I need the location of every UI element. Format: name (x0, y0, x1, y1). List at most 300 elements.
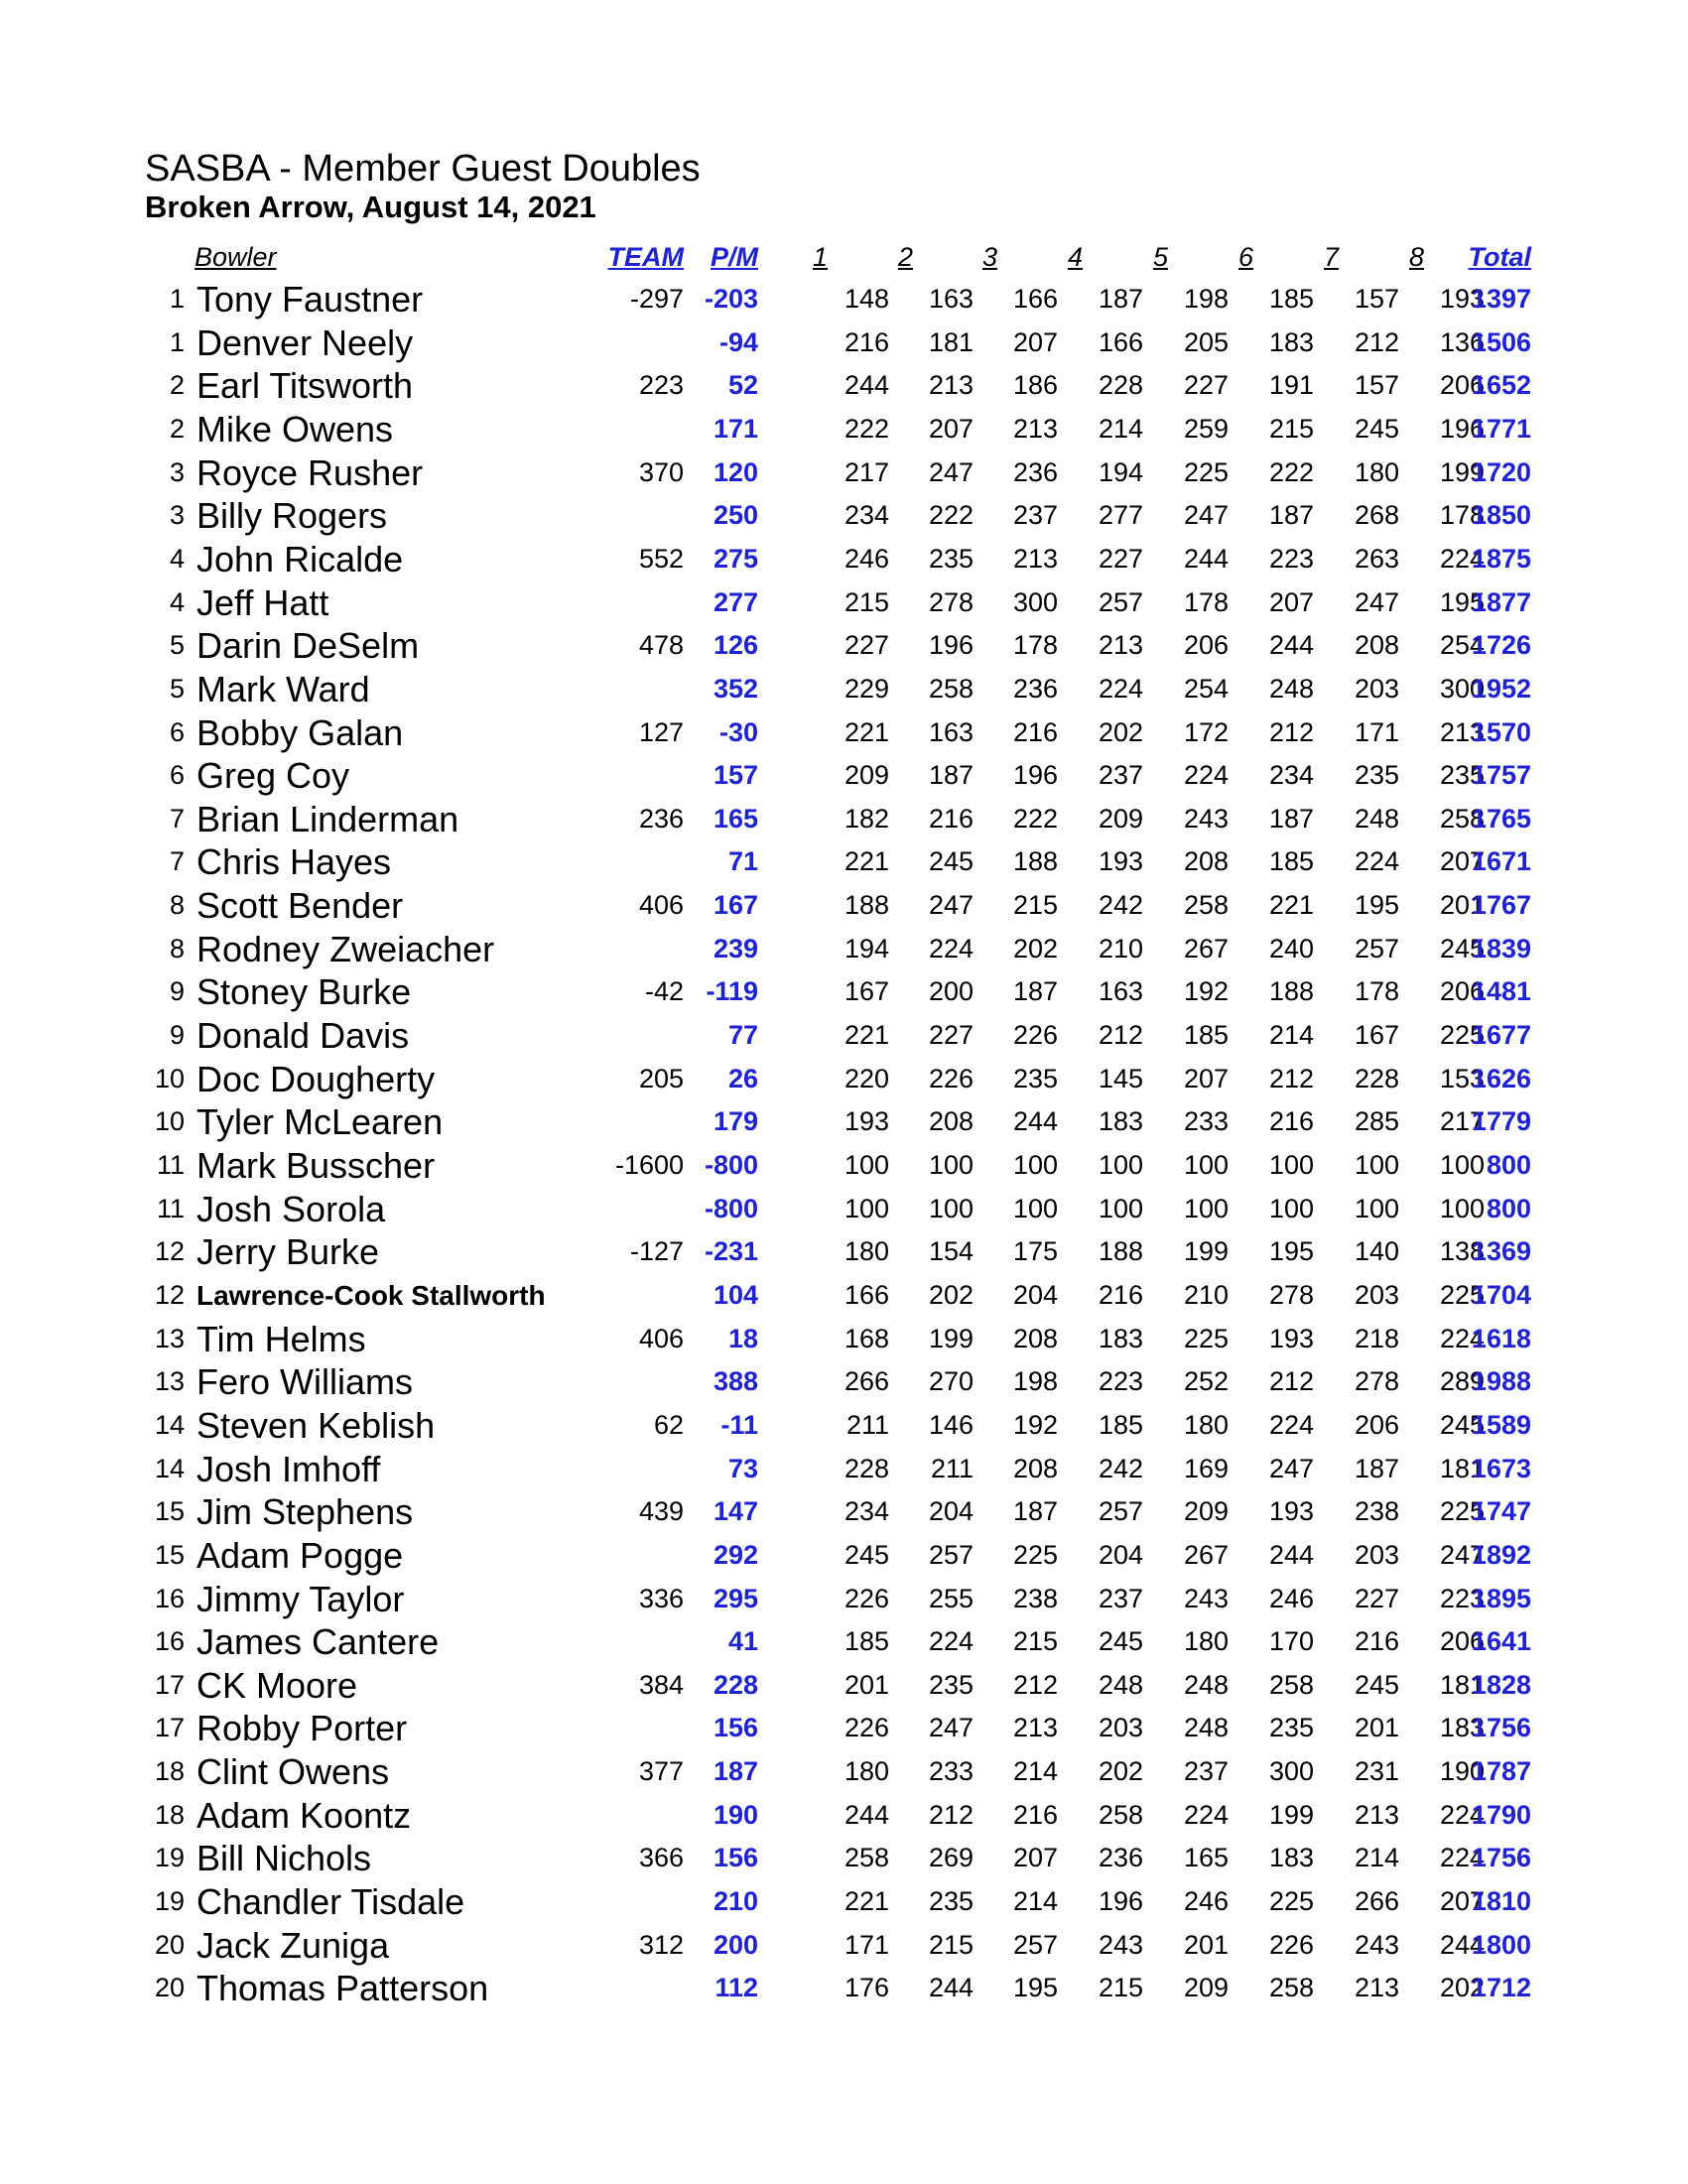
pm-cell: 156 (713, 1713, 758, 1742)
total-cell: 1704 (1471, 1280, 1531, 1310)
game-1-cell: 194 (844, 934, 889, 964)
total-cell: 1641 (1471, 1626, 1531, 1656)
game-4-cell: 257 (1098, 587, 1143, 617)
game-6-cell: 225 (1268, 1886, 1314, 1916)
game-3-cell: 300 (1012, 587, 1058, 617)
game-5-cell: 254 (1183, 674, 1229, 704)
table-row (0, 624, 1688, 667)
bowler-name-cell: Greg Coy (196, 755, 350, 796)
rank-cell: 15 (154, 1496, 185, 1526)
bowler-name-cell: Royce Rusher (196, 452, 424, 493)
game-5-cell: 227 (1183, 370, 1229, 400)
game-4-cell: 237 (1098, 1584, 1143, 1613)
game-6-cell: 223 (1268, 544, 1314, 574)
game-4-cell: 248 (1098, 1670, 1143, 1700)
game-4-cell: 203 (1098, 1713, 1143, 1742)
game-6-cell: 258 (1268, 1973, 1314, 2002)
game-8-cell: 245 (1439, 934, 1485, 964)
table-row (0, 1534, 1688, 1577)
game-5-cell: 169 (1183, 1454, 1229, 1483)
game-6-cell: 100 (1268, 1194, 1314, 1223)
pm-cell: 352 (713, 674, 758, 704)
game-4-cell: 183 (1098, 1324, 1143, 1353)
game-7-cell: 213 (1354, 1973, 1399, 2002)
game-4-cell: 166 (1098, 327, 1143, 357)
bowler-name-cell: Robby Porter (196, 1708, 408, 1748)
table-row (0, 1794, 1688, 1837)
game-8-cell: 138 (1439, 1236, 1485, 1266)
table-header (0, 236, 1688, 279)
rank-cell: 4 (169, 587, 185, 617)
total-cell: 1765 (1471, 804, 1531, 834)
bowler-name-cell: Billy Rogers (196, 495, 388, 536)
rank-cell: 10 (154, 1064, 185, 1093)
game-4-cell: 202 (1098, 717, 1143, 747)
game-8-cell: 217 (1439, 1106, 1485, 1136)
pm-cell: 26 (727, 1064, 758, 1093)
bowler-name-cell: Doc Dougherty (196, 1059, 436, 1099)
pm-cell: 126 (713, 630, 758, 660)
game-4-cell: 224 (1098, 674, 1143, 704)
header-game-2: 2 (897, 242, 913, 272)
bowler-name-cell: Earl Titsworth (196, 365, 414, 406)
game-2-cell: 247 (928, 457, 974, 487)
bowler-name-cell: Adam Koontz (196, 1795, 412, 1836)
pm-cell: 239 (713, 934, 758, 964)
game-1-cell: 182 (844, 804, 889, 834)
team-cell: 366 (638, 1843, 684, 1872)
rank-cell: 5 (169, 674, 185, 704)
game-3-cell: 213 (1012, 414, 1058, 444)
game-2-cell: 187 (928, 760, 974, 790)
game-6-cell: 170 (1268, 1626, 1314, 1656)
game-4-cell: 183 (1098, 1106, 1143, 1136)
game-6-cell: 199 (1268, 1800, 1314, 1830)
game-5-cell: 180 (1183, 1626, 1229, 1656)
game-2-cell: 199 (928, 1324, 974, 1353)
game-2-cell: 208 (928, 1106, 974, 1136)
team-cell: -127 (629, 1236, 684, 1266)
bowler-name-cell: Jimmy Taylor (196, 1579, 405, 1619)
pm-cell: -231 (704, 1236, 758, 1266)
table-row (0, 1100, 1688, 1143)
game-3-cell: 213 (1012, 1713, 1058, 1742)
game-1-cell: 148 (844, 284, 889, 314)
game-4-cell: 258 (1098, 1800, 1143, 1830)
game-8-cell: 300 (1439, 674, 1485, 704)
game-1-cell: 221 (844, 846, 889, 876)
bowler-name-cell: Mark Ward (196, 669, 370, 709)
header-game-3: 3 (981, 242, 997, 272)
game-4-cell: 209 (1098, 804, 1143, 834)
game-3-cell: 222 (1012, 804, 1058, 834)
game-5-cell: 243 (1183, 1584, 1229, 1613)
game-2-cell: 207 (928, 414, 974, 444)
game-2-cell: 213 (928, 370, 974, 400)
game-3-cell: 187 (1012, 976, 1058, 1006)
game-7-cell: 247 (1354, 587, 1399, 617)
rank-cell: 10 (154, 1106, 185, 1136)
game-2-cell: 247 (928, 890, 974, 920)
game-3-cell: 195 (1012, 1973, 1058, 2002)
bowler-name-cell: Adam Pogge (196, 1535, 404, 1576)
game-8-cell: 202 (1439, 1973, 1485, 2002)
table-row (0, 408, 1688, 450)
game-6-cell: 226 (1268, 1930, 1314, 1960)
bowler-name-cell: Tony Faustner (196, 279, 424, 320)
game-5-cell: 224 (1183, 760, 1229, 790)
bowler-name-cell: Lawrence-Cook Stallworth (196, 1280, 546, 1311)
bowler-name-cell: Chris Hayes (196, 841, 392, 882)
game-6-cell: 183 (1268, 327, 1314, 357)
rank-cell: 8 (169, 934, 185, 964)
pm-cell: -11 (720, 1410, 758, 1440)
game-7-cell: 257 (1354, 934, 1399, 964)
game-7-cell: 224 (1354, 846, 1399, 876)
game-7-cell: 157 (1354, 370, 1399, 400)
team-cell: -1600 (614, 1150, 684, 1180)
game-7-cell: 187 (1354, 1454, 1399, 1483)
table-row (0, 1967, 1688, 2009)
game-2-cell: 163 (928, 284, 974, 314)
game-6-cell: 244 (1268, 1540, 1314, 1570)
game-3-cell: 236 (1012, 674, 1058, 704)
total-cell: 1800 (1471, 1930, 1531, 1960)
game-1-cell: 222 (844, 414, 889, 444)
game-2-cell: 278 (928, 587, 974, 617)
pm-cell: 104 (713, 1280, 758, 1310)
game-6-cell: 222 (1268, 457, 1314, 487)
bowler-name-cell: Jim Stephens (196, 1491, 414, 1532)
game-7-cell: 218 (1354, 1324, 1399, 1353)
rank-cell: 1 (169, 327, 185, 357)
total-cell: 1720 (1471, 457, 1531, 487)
game-1-cell: 220 (844, 1064, 889, 1093)
game-1-cell: 215 (844, 587, 889, 617)
game-5-cell: 225 (1183, 457, 1229, 487)
game-8-cell: 254 (1439, 630, 1485, 660)
game-7-cell: 140 (1354, 1236, 1399, 1266)
rank-cell: 20 (154, 1973, 185, 2002)
game-3-cell: 235 (1012, 1064, 1058, 1093)
table-row (0, 1188, 1688, 1230)
rank-cell: 4 (169, 544, 185, 574)
game-7-cell: 213 (1354, 1800, 1399, 1830)
total-cell: 1850 (1471, 500, 1531, 530)
total-cell: 1712 (1471, 1973, 1531, 2002)
rank-cell: 17 (154, 1713, 185, 1742)
game-1-cell: 245 (844, 1540, 889, 1570)
game-4-cell: 223 (1098, 1366, 1143, 1396)
pm-cell: 277 (713, 587, 758, 617)
game-3-cell: 226 (1012, 1020, 1058, 1050)
game-8-cell: 199 (1439, 457, 1485, 487)
bowler-name-cell: John Ricalde (196, 539, 404, 579)
game-4-cell: 202 (1098, 1756, 1143, 1786)
game-4-cell: 257 (1098, 1496, 1143, 1526)
game-3-cell: 213 (1012, 544, 1058, 574)
rank-cell: 5 (169, 630, 185, 660)
rank-cell: 6 (169, 717, 185, 747)
bowler-name-cell: Mike Owens (196, 409, 394, 450)
total-cell: 1570 (1471, 717, 1531, 747)
game-3-cell: 236 (1012, 457, 1058, 487)
team-cell: 312 (638, 1930, 684, 1960)
rank-cell: 20 (154, 1930, 185, 1960)
team-cell: 223 (638, 370, 684, 400)
game-4-cell: 237 (1098, 760, 1143, 790)
game-8-cell: 245 (1439, 1410, 1485, 1440)
game-7-cell: 227 (1354, 1584, 1399, 1613)
game-8-cell: 195 (1439, 587, 1485, 617)
game-7-cell: 201 (1354, 1713, 1399, 1742)
game-7-cell: 195 (1354, 890, 1399, 920)
game-5-cell: 178 (1183, 587, 1229, 617)
pm-cell: 112 (714, 1973, 758, 2002)
pm-cell: 187 (713, 1756, 758, 1786)
pm-cell: 388 (713, 1366, 758, 1396)
game-1-cell: 227 (844, 630, 889, 660)
total-cell: 1506 (1471, 327, 1531, 357)
bowler-name-cell: Bobby Galan (196, 712, 404, 753)
game-1-cell: 180 (844, 1236, 889, 1266)
game-2-cell: 196 (928, 630, 974, 660)
game-5-cell: 247 (1183, 500, 1229, 530)
pm-cell: 171 (713, 414, 758, 444)
team-cell: 439 (638, 1496, 684, 1526)
game-1-cell: 229 (844, 674, 889, 704)
game-3-cell: 216 (1012, 717, 1058, 747)
header-game-1: 1 (812, 242, 828, 272)
game-2-cell: 212 (928, 1800, 974, 1830)
game-2-cell: 235 (928, 1886, 974, 1916)
game-2-cell: 255 (928, 1584, 974, 1613)
game-1-cell: 228 (844, 1454, 889, 1483)
table-row (0, 451, 1688, 494)
team-cell: 205 (638, 1064, 684, 1093)
game-1-cell: 244 (844, 1800, 889, 1830)
game-7-cell: 100 (1354, 1194, 1399, 1223)
game-7-cell: 167 (1354, 1020, 1399, 1050)
page-subtitle: Broken Arrow, August 14, 2021 (145, 190, 596, 224)
rank-cell: 13 (154, 1324, 185, 1353)
table-row (0, 1620, 1688, 1663)
table-row (0, 1230, 1688, 1273)
table-row (0, 1664, 1688, 1707)
game-7-cell: 245 (1354, 1670, 1399, 1700)
bowler-name-cell: Denver Neely (196, 322, 414, 363)
game-3-cell: 100 (1012, 1194, 1058, 1223)
game-6-cell: 246 (1268, 1584, 1314, 1613)
game-8-cell: 207 (1439, 1886, 1485, 1916)
game-8-cell: 178 (1439, 500, 1485, 530)
game-3-cell: 215 (1012, 1626, 1058, 1656)
game-6-cell: 221 (1268, 890, 1314, 920)
game-2-cell: 270 (928, 1366, 974, 1396)
rank-cell: 18 (154, 1800, 185, 1830)
rank-cell: 15 (154, 1540, 185, 1570)
rank-cell: 9 (169, 1020, 185, 1050)
game-7-cell: 268 (1354, 500, 1399, 530)
game-4-cell: 204 (1098, 1540, 1143, 1570)
game-5-cell: 244 (1183, 544, 1229, 574)
pm-cell: -800 (704, 1150, 758, 1180)
bowler-name-cell: Jerry Burke (196, 1231, 380, 1272)
pm-cell: 73 (727, 1454, 758, 1483)
game-2-cell: 211 (930, 1454, 974, 1483)
game-5-cell: 207 (1183, 1064, 1229, 1093)
total-cell: 1397 (1471, 284, 1531, 314)
game-6-cell: 212 (1268, 1064, 1314, 1093)
game-7-cell: 243 (1354, 1930, 1399, 1960)
game-6-cell: 185 (1268, 284, 1314, 314)
bowler-name-cell: Chandler Tisdale (196, 1881, 465, 1922)
game-8-cell: 213 (1439, 717, 1485, 747)
pm-cell: -800 (704, 1194, 758, 1223)
rank-cell: 11 (156, 1150, 185, 1180)
total-cell: 1877 (1471, 587, 1531, 617)
game-5-cell: 199 (1183, 1236, 1229, 1266)
header-game-6: 6 (1237, 242, 1253, 272)
game-2-cell: 216 (928, 804, 974, 834)
game-2-cell: 154 (928, 1236, 974, 1266)
game-4-cell: 228 (1098, 370, 1143, 400)
game-2-cell: 245 (928, 846, 974, 876)
bowler-name-cell: Stoney Burke (196, 971, 412, 1012)
table-row (0, 1880, 1688, 1923)
total-cell: 1779 (1471, 1106, 1531, 1136)
table-row (0, 1360, 1688, 1403)
game-3-cell: 215 (1012, 890, 1058, 920)
team-cell: 478 (638, 630, 684, 660)
bowler-name-cell: Bill Nichols (196, 1838, 372, 1878)
table-row (0, 1837, 1688, 1879)
game-8-cell: 201 (1439, 890, 1485, 920)
game-2-cell: 235 (928, 544, 974, 574)
game-6-cell: 278 (1268, 1280, 1314, 1310)
game-5-cell: 209 (1183, 1973, 1229, 2002)
game-5-cell: 248 (1183, 1670, 1229, 1700)
game-8-cell: 206 (1439, 370, 1485, 400)
game-5-cell: 252 (1183, 1366, 1229, 1396)
game-3-cell: 212 (1012, 1670, 1058, 1700)
game-8-cell: 258 (1439, 804, 1485, 834)
bowler-name-cell: Darin DeSelm (196, 625, 420, 666)
bowler-name-cell: Donald Davis (196, 1015, 410, 1056)
game-8-cell: 289 (1439, 1366, 1485, 1396)
table-row (0, 1318, 1688, 1360)
team-cell: 62 (653, 1410, 684, 1440)
game-7-cell: 238 (1354, 1496, 1399, 1526)
game-4-cell: 210 (1098, 934, 1143, 964)
game-6-cell: 193 (1268, 1496, 1314, 1526)
game-7-cell: 203 (1354, 1280, 1399, 1310)
rank-cell: 12 (154, 1280, 185, 1310)
game-5-cell: 206 (1183, 630, 1229, 660)
table-row (0, 1014, 1688, 1057)
pm-cell: 200 (713, 1930, 758, 1960)
game-7-cell: 100 (1354, 1150, 1399, 1180)
total-cell: 1618 (1471, 1324, 1531, 1353)
total-cell: 1892 (1471, 1540, 1531, 1570)
game-2-cell: 227 (928, 1020, 974, 1050)
game-6-cell: 207 (1268, 587, 1314, 617)
game-3-cell: 237 (1012, 500, 1058, 530)
table-row (0, 1058, 1688, 1100)
table-row (0, 1144, 1688, 1187)
team-cell: -42 (644, 976, 684, 1006)
pm-cell: 120 (713, 457, 758, 487)
table-row (0, 970, 1688, 1013)
rank-cell: 11 (156, 1194, 185, 1223)
game-7-cell: 180 (1354, 457, 1399, 487)
game-3-cell: 207 (1012, 1843, 1058, 1872)
rank-cell: 3 (169, 500, 185, 530)
total-cell: 800 (1486, 1150, 1531, 1180)
game-5-cell: 267 (1183, 934, 1229, 964)
total-cell: 1895 (1471, 1584, 1531, 1613)
total-cell: 1757 (1471, 760, 1531, 790)
game-4-cell: 215 (1098, 1973, 1143, 2002)
rank-cell: 17 (154, 1670, 185, 1700)
game-6-cell: 216 (1268, 1106, 1314, 1136)
game-3-cell: 186 (1012, 370, 1058, 400)
game-6-cell: 193 (1268, 1324, 1314, 1353)
game-2-cell: 244 (928, 1973, 974, 2002)
game-8-cell: 136 (1439, 327, 1485, 357)
bowler-name-cell: Scott Bender (196, 885, 404, 926)
game-4-cell: 214 (1098, 414, 1143, 444)
total-cell: 1952 (1471, 674, 1531, 704)
game-7-cell: 208 (1354, 630, 1399, 660)
pm-cell: 250 (713, 500, 758, 530)
game-6-cell: 183 (1268, 1843, 1314, 1872)
total-cell: 1756 (1471, 1713, 1531, 1742)
game-7-cell: 235 (1354, 760, 1399, 790)
game-1-cell: 168 (844, 1324, 889, 1353)
table-row (0, 928, 1688, 970)
game-2-cell: 146 (928, 1410, 974, 1440)
game-6-cell: 187 (1268, 500, 1314, 530)
pm-cell: 295 (713, 1584, 758, 1613)
rank-cell: 2 (169, 370, 185, 400)
game-6-cell: 191 (1268, 370, 1314, 400)
bowler-name-cell: CK Moore (196, 1665, 358, 1706)
rank-cell: 13 (154, 1366, 185, 1396)
game-1-cell: 166 (844, 1280, 889, 1310)
game-6-cell: 240 (1268, 934, 1314, 964)
game-5-cell: 248 (1183, 1713, 1229, 1742)
rank-cell: 16 (154, 1584, 185, 1613)
game-6-cell: 187 (1268, 804, 1314, 834)
game-5-cell: 243 (1183, 804, 1229, 834)
table-row (0, 321, 1688, 364)
team-cell: 384 (638, 1670, 684, 1700)
game-8-cell: 181 (1439, 1670, 1485, 1700)
bowler-name-cell: Mark Busscher (196, 1145, 436, 1186)
total-cell: 1481 (1471, 976, 1531, 1006)
game-7-cell: 212 (1354, 327, 1399, 357)
header-team: TEAM (607, 242, 684, 272)
game-7-cell: 214 (1354, 1843, 1399, 1872)
game-2-cell: 258 (928, 674, 974, 704)
game-1-cell: 201 (844, 1670, 889, 1700)
game-3-cell: 175 (1012, 1236, 1058, 1266)
game-3-cell: 202 (1012, 934, 1058, 964)
game-2-cell: 247 (928, 1713, 974, 1742)
game-3-cell: 178 (1012, 630, 1058, 660)
game-7-cell: 278 (1354, 1366, 1399, 1396)
